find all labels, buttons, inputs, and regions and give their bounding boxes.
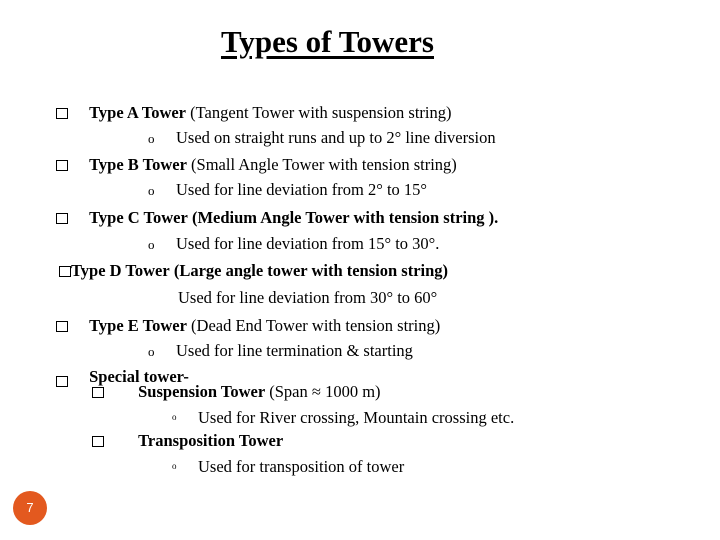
- sub-item-text: Used for line deviation from 2° to 15°: [176, 180, 428, 199]
- item-description: (Large angle tower with tension string): [173, 261, 449, 280]
- box-bullet-icon: [56, 213, 68, 224]
- item-name: Type C Tower: [89, 208, 188, 227]
- item-description: (Tangent Tower with suspension string): [190, 103, 452, 122]
- item-name: Type E Tower: [89, 316, 187, 335]
- item-description: (Span ≈ 1000 m): [269, 382, 381, 401]
- sub-item-text: Used for line deviation from 15° to 30°.: [176, 234, 440, 253]
- box-bullet-icon: [56, 376, 68, 387]
- box-bullet-icon: [92, 387, 104, 398]
- sub-sub-item-transposition: [172, 456, 404, 477]
- sub-item-type-e: [148, 341, 413, 362]
- item-description: (Medium Angle Tower with tension string ).: [191, 208, 499, 227]
- list-item-type-b: [56, 155, 457, 175]
- sub-sub-item-suspension: [172, 407, 514, 428]
- page-number-badge: 7: [13, 491, 47, 525]
- circle-bullet-icon: o: [148, 237, 155, 252]
- item-name: Special tower-: [89, 367, 189, 386]
- circle-bullet-icon: o: [148, 183, 155, 198]
- slide-title: Types of Towers: [220, 24, 434, 59]
- list-item-type-a: [56, 103, 452, 123]
- list-item-type-d: [59, 261, 448, 281]
- sub-item-type-c: [148, 234, 439, 255]
- box-bullet-icon: [56, 321, 68, 332]
- item-name: Type A Tower: [89, 103, 187, 122]
- box-bullet-icon: [56, 108, 68, 119]
- list-item-type-c: [56, 208, 498, 228]
- box-bullet-icon: [59, 266, 71, 277]
- sub-item-text: Used for transposition of tower: [198, 457, 405, 476]
- item-description: (Small Angle Tower with tension string): [191, 155, 457, 174]
- list-item-type-e: [56, 316, 440, 336]
- sub-item-text: Used for line termination & starting: [176, 341, 413, 360]
- sub-item-suspension-tower: [92, 382, 381, 402]
- sub-item-type-d: [178, 288, 437, 308]
- sub-item-type-b: [148, 180, 427, 201]
- sub-item-text: Used on straight runs and up to 2° line diversion: [176, 128, 496, 147]
- circle-bullet-icon: o: [148, 131, 155, 146]
- sub-item-transposition-tower: [92, 431, 283, 451]
- item-name: Suspension Tower: [138, 382, 266, 401]
- item-name: Transposition Tower: [138, 431, 284, 450]
- item-name: Type D Tower: [71, 261, 170, 280]
- circle-bullet-icon: o: [148, 344, 155, 359]
- item-description: (Dead End Tower with tension string): [191, 316, 441, 335]
- circle-bullet-icon: o: [172, 461, 177, 471]
- sub-item-type-a: [148, 128, 496, 149]
- box-bullet-icon: [56, 160, 68, 171]
- sub-item-text: Used for River crossing, Mountain crossing etc.: [198, 408, 515, 427]
- item-name: Type B Tower: [89, 155, 187, 174]
- sub-item-text: Used for line deviation from 30° to 60°: [178, 288, 438, 307]
- circle-bullet-icon: o: [172, 412, 177, 422]
- box-bullet-icon: [92, 436, 104, 447]
